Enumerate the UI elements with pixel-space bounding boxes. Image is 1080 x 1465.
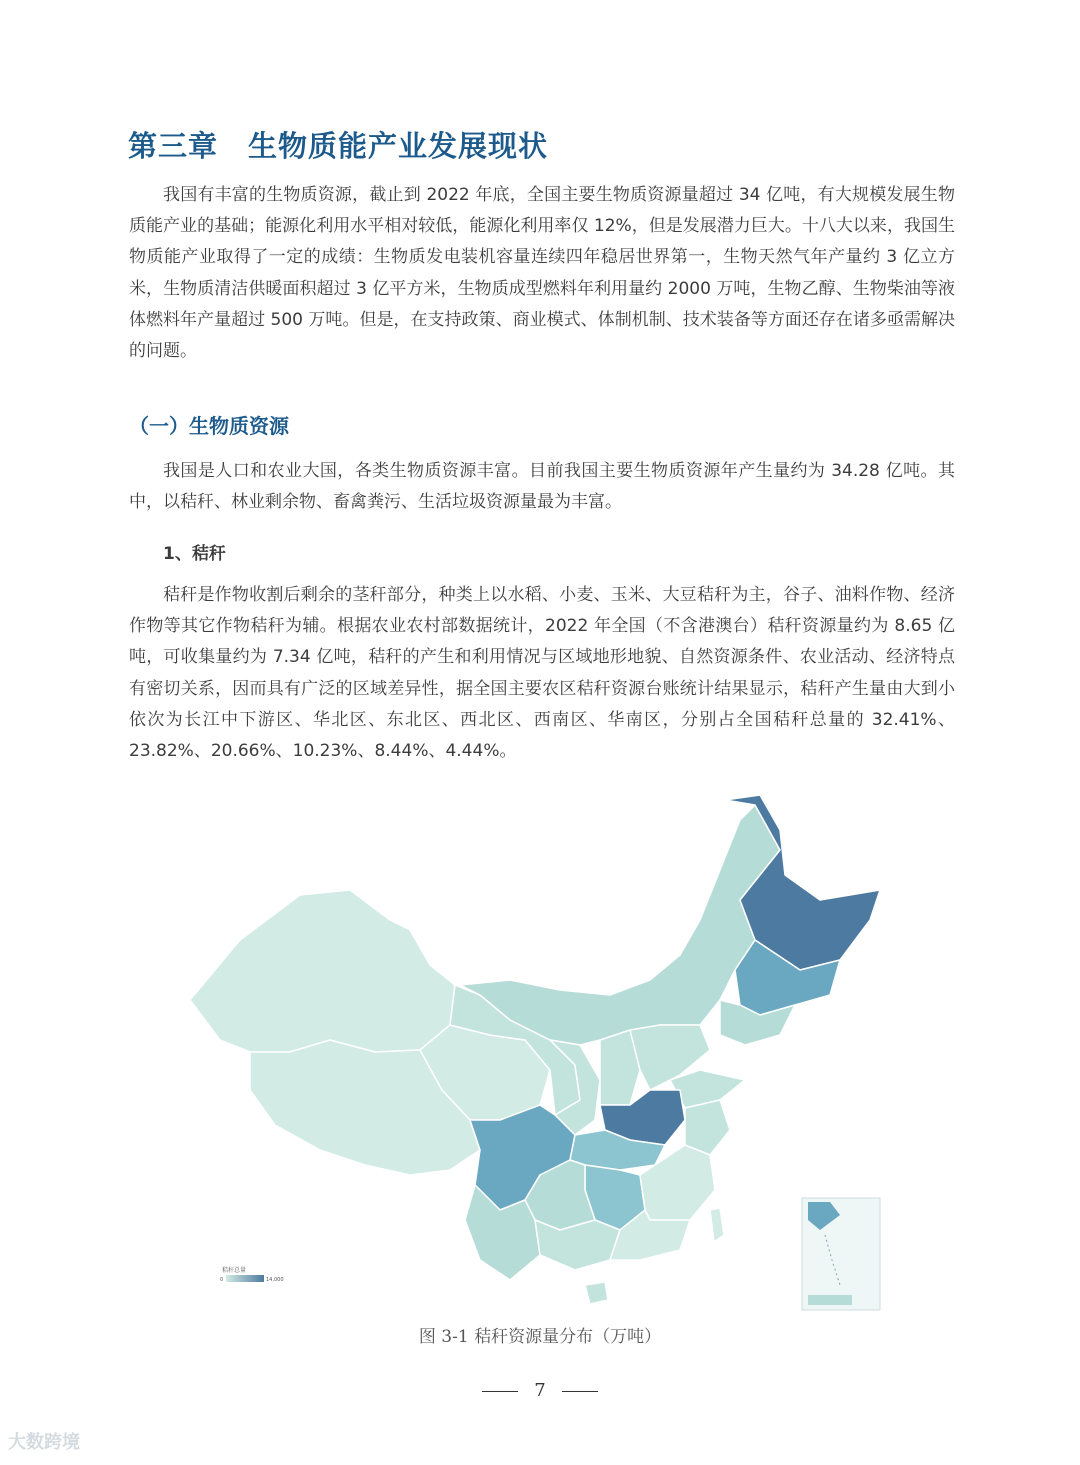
legend-color-bar [226,1275,264,1282]
legend-max: 14,000 [266,1277,284,1283]
legend-title: 秸秆总量 [222,1267,247,1274]
chapter-title [128,124,548,165]
intro-paragraph: 我国有丰富的生物质资源，截止到 2022 年底，全国主要生物质资源量超过 34 亿吨，有大规模发展生物质能产业的基础；能源化利用水平相对较低，能源化利用率仅 12%，但是发展潜力巨大。十八大以来，我国生物质能产业取得了一定的成绩：生物质发电装机容量连续四年稳居世界第一，生物天然气年产量约 3 亿立方米，生物质清洁供暖面积超过 3 亿平方米，生物质成型燃料年利用量约 2000 万吨，生物乙醇、生物柴油等液体燃料年产量超过 500 万吨。但是，在支持政策、商业模式、体制机制、技术装备等方面还存在诸多亟需解决的问题。 [129,185,955,362]
straw-paragraph: 秸秆是作物收割后剩余的茎秆部分，种类上以水稻、小麦、玉米、大豆秸秆为主，谷子、油料作物、经济作物等其它作物秸秆为辅。根据农业农村部数据统计，2022 年全国（不含港澳台）秸秆资源量约为 8.65 亿吨，可收集量约为 7.34 亿吨，秸秆的产生和利用情况与区域地形地貌、自然资源条件、农业活动、经济特点有密切关系，因而具有广泛的区域差异性，据全国主要农区秸秆资源台账统计结果显示，秸秆产生量由大到小依次为长江中下游区、华北区、东北区、西北区、西南区、华南区，分别占全国秸秆总量的 32.41%、23.82%、20.66%、10.23%、8.44%、4.44%。 [129,585,955,762]
region-xinjiang [190,890,455,1052]
chapter-name: 生物质能产业发展现状 [248,129,549,163]
figure-caption: 图 3-1 秸秆资源量分布（万吨） [418,1327,662,1347]
watermark: 大数跨境 [8,1432,80,1453]
section-paragraph: 我国是人口和农业大国，各类生物质资源丰富。目前我国主要生物质资源年产生量约为 34.28 亿吨。其中，以秸秆、林业剩余物、畜禽粪污、生活垃圾资源量最为丰富。 [129,461,955,513]
subsection-title: 1、秸秆 [163,544,226,564]
straw-resource-map [180,790,890,1320]
region-hainan [585,1282,608,1304]
legend-min: 0 [220,1277,224,1283]
section-title: （一）生物质资源 [129,414,289,438]
map-legend [220,1266,284,1283]
page-footer [0,1380,1080,1401]
china-choropleth-map [180,790,890,1320]
region-guangxi [535,1220,620,1270]
chapter-number: 第三章 [128,129,219,163]
page-number: 7 [534,1380,546,1401]
region-jiangsu [685,1100,730,1155]
south-china-sea-inset [802,1198,880,1310]
region-taiwan [710,1208,724,1242]
